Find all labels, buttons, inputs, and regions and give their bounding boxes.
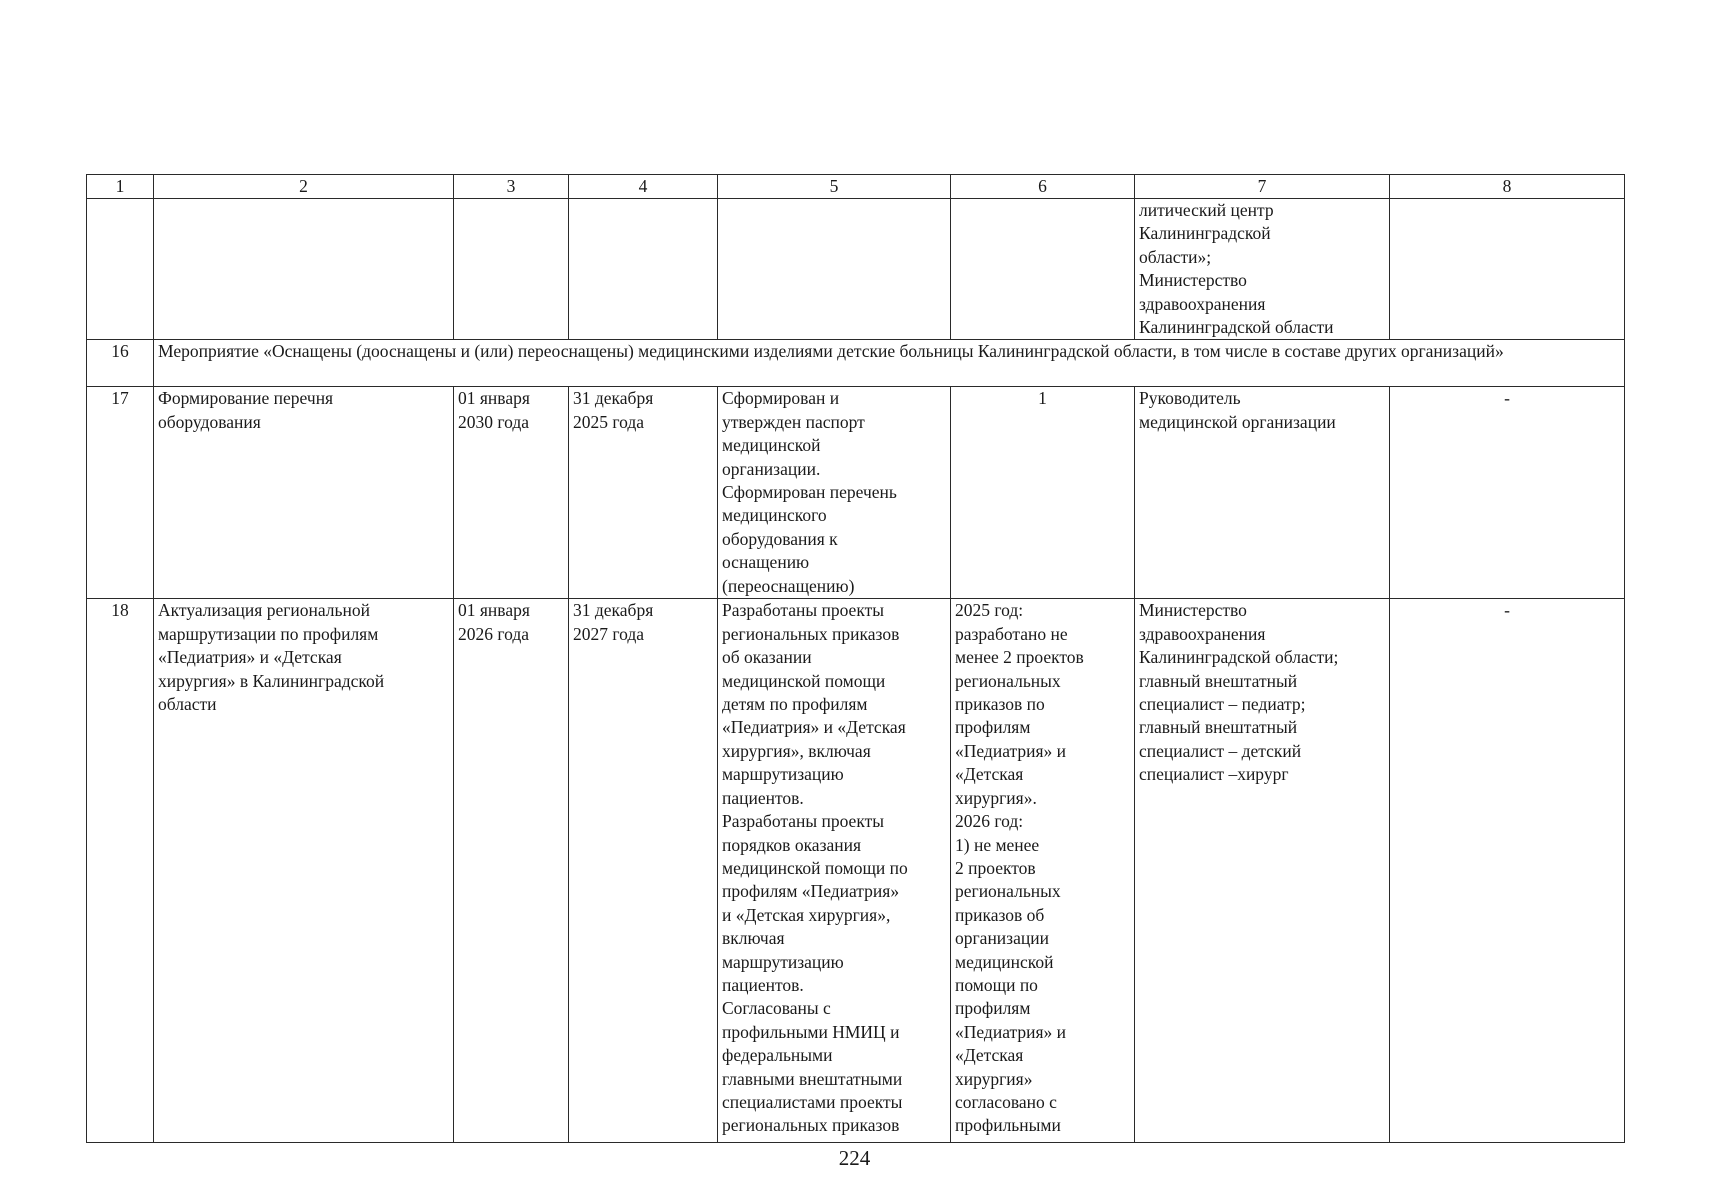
cell-event <box>154 599 454 1143</box>
cell-text-line: профильными НМИЦ и <box>722 1021 900 1042</box>
cell-text-line: Руководитель <box>1139 388 1241 409</box>
table-row-16 <box>87 340 1625 387</box>
cell-text-line: региональных <box>955 881 1061 902</box>
cell-text-line: 2026 года <box>458 623 530 644</box>
cell-text-line: 01 января <box>458 600 530 621</box>
header-cell-4: 4 <box>569 175 718 199</box>
cell-start-date <box>454 599 569 1143</box>
cell-result <box>718 387 951 599</box>
cell-text-line: 31 декабря <box>573 600 654 621</box>
header-cell-8: 8 <box>1390 175 1625 199</box>
cell-text-line: региональных <box>955 670 1061 691</box>
cell-text-line: специалистами проекты <box>722 1091 903 1112</box>
cell-responsible <box>1135 199 1390 340</box>
cell-text-line: 31 декабря <box>573 388 654 409</box>
cell-text-line: специалист – педиатр; <box>1139 694 1306 715</box>
cell-text-line: об оказании <box>722 647 812 668</box>
cell-text-line: Согласованы с <box>722 998 831 1019</box>
cell-text-line: литический центр <box>1139 200 1274 220</box>
cell-text-line: и «Детская хирургия», <box>722 904 891 925</box>
cell-text-line: главный внештатный <box>1139 717 1298 738</box>
cell-text-line: организации. <box>722 458 821 479</box>
cell-text-line: главными внештатными <box>722 1068 903 1089</box>
row-number: 18 <box>87 599 154 1143</box>
cell-text-line: Сформирован перечень <box>722 482 897 503</box>
cell-text-line: маршрутизацию <box>722 764 844 785</box>
cell-text-line: «Педиатрия» и «Детская <box>722 717 906 738</box>
cell-text-line: хирургия» в Калининградской <box>158 670 385 691</box>
cell-text-line: 2027 года <box>573 623 645 644</box>
header-cell-5: 5 <box>718 175 951 199</box>
cell-text-line: согласовано с <box>955 1091 1057 1112</box>
cell-text-line: хирургия», включая <box>722 740 871 761</box>
cell-end-date <box>569 599 718 1143</box>
cell-text-line: здравоохранения <box>1139 293 1266 314</box>
cell-text-line: медицинской <box>955 951 1054 972</box>
cell-text-line: специалист –хирург <box>1139 764 1289 785</box>
cell-text-line: пациентов. <box>722 974 804 995</box>
cell-text-line: оборудования <box>158 411 261 432</box>
page-number: 224 <box>838 1146 871 1170</box>
cell-text-line: медицинской организации <box>1139 411 1336 432</box>
cell-text-line: «Педиатрия» и <box>955 1021 1067 1042</box>
event-title: Мероприятие «Оснащены (дооснащены и (или) переоснащены) медицинскими изделиями детские больницы Калининградской области, в том числе в составе других организаций» <box>154 340 1625 387</box>
cell-text-line: профилям <box>955 717 1031 738</box>
table-header-row <box>87 175 1625 199</box>
cell-text-line: «Педиатрия» и «Детская <box>158 647 342 668</box>
cell-text-line: региональных приказов <box>722 623 900 644</box>
cell-start <box>454 199 569 340</box>
cell-note: - <box>1390 387 1625 599</box>
cell-indicator <box>951 199 1135 340</box>
cell-text-line: «Педиатрия» и <box>955 740 1067 761</box>
cell-text-line: Формирование перечня <box>158 388 334 409</box>
header-cell-2: 2 <box>154 175 454 199</box>
plan-table <box>86 174 1625 1143</box>
cell-text-line: «Детская <box>955 764 1024 785</box>
cell-end-date <box>569 387 718 599</box>
cell-note <box>1390 199 1625 340</box>
cell-text-line: «Детская <box>955 1045 1024 1066</box>
cell-text-line: медицинского <box>722 505 827 526</box>
cell-text-line: области <box>158 694 217 715</box>
cell-end <box>569 199 718 340</box>
cell-text-line: детям по профилям <box>722 694 868 715</box>
cell-text-line: 1) не менее <box>955 834 1040 855</box>
row-number: 16 <box>87 340 154 387</box>
cell-start-date <box>454 387 569 599</box>
cell-responsible <box>1135 387 1390 599</box>
cell-text-line: здравоохранения <box>1139 623 1266 644</box>
cell-text-line: 2025 года <box>573 411 645 432</box>
cell-text-line: Министерство <box>1139 270 1247 291</box>
row-number: 17 <box>87 387 154 599</box>
cell-event <box>154 387 454 599</box>
cell-result <box>718 599 951 1143</box>
cell-text-line: медицинской помощи <box>722 670 886 691</box>
header-cell-3: 3 <box>454 175 569 199</box>
cell-text-line: хирургия» <box>955 1068 1033 1089</box>
cell-text-line: области»; <box>1139 246 1212 267</box>
cell-text-line: медицинской <box>722 435 821 456</box>
cell-text-line: 01 января <box>458 388 530 409</box>
cell-text-line: (переоснащению) <box>722 575 855 596</box>
cell-text-line: профилям «Педиатрия» <box>722 881 900 902</box>
cell-text-line: Сформирован и <box>722 388 840 409</box>
table-row-17 <box>87 387 1625 599</box>
cell-text-line: помощи по <box>955 974 1038 995</box>
cell-note: - <box>1390 599 1625 1143</box>
cell-text-line: 2 проектов <box>955 857 1036 878</box>
header-cell-6: 6 <box>951 175 1135 199</box>
cell-text-line: Актуализация региональной <box>158 600 370 621</box>
cell-text-line: оснащению <box>722 552 810 573</box>
cell-text-line: разработано не <box>955 623 1068 644</box>
cell-responsible <box>1135 599 1390 1143</box>
cell-text-line: Разработаны проекты <box>722 600 885 621</box>
cell-indicator <box>951 599 1135 1143</box>
cell-text-line: Разработаны проекты <box>722 811 885 832</box>
cell-text-line: Калининградской области <box>1139 317 1334 338</box>
cell-text-line: специалист – детский <box>1139 740 1302 761</box>
table-row-continuation <box>87 199 1625 340</box>
cell-text-line: маршрутизации по профилям <box>158 623 379 644</box>
cell-text-line: региональных приказов <box>722 1115 900 1136</box>
cell-num <box>87 199 154 340</box>
cell-text-line: утвержден паспорт <box>722 411 865 432</box>
cell-text-line: приказов по <box>955 694 1045 715</box>
cell-text-line: пациентов. <box>722 787 804 808</box>
cell-text-line: Калининградской <box>1139 223 1271 244</box>
cell-text-line: Калининградской области; <box>1139 647 1339 668</box>
header-cell-1: 1 <box>87 175 154 199</box>
cell-text-line: главный внештатный <box>1139 670 1298 691</box>
cell-text-line: 2026 год: <box>955 811 1024 832</box>
cell-text-line: менее 2 проектов <box>955 647 1084 668</box>
cell-text-line: оборудования к <box>722 528 838 549</box>
cell-text-line: Министерство <box>1139 600 1247 621</box>
cell-result <box>718 199 951 340</box>
cell-text-line: включая <box>722 928 785 949</box>
cell-text-line: 2030 года <box>458 411 530 432</box>
table-row-18 <box>87 599 1625 1143</box>
cell-text-line: 2025 год: <box>955 600 1024 621</box>
cell-text-line: маршрутизацию <box>722 951 844 972</box>
cell-text-line: порядков оказания <box>722 834 862 855</box>
cell-text-line: приказов об <box>955 904 1045 925</box>
cell-text-line: медицинской помощи по <box>722 857 908 878</box>
cell-text-line: профильными <box>955 1115 1061 1136</box>
cell-event <box>154 199 454 340</box>
cell-indicator: 1 <box>951 387 1135 599</box>
cell-text-line: организации <box>955 928 1049 949</box>
header-cell-7: 7 <box>1135 175 1390 199</box>
cell-text-line: профилям <box>955 998 1031 1019</box>
cell-text-line: хирургия». <box>955 787 1037 808</box>
cell-text-line: федеральными <box>722 1045 833 1066</box>
